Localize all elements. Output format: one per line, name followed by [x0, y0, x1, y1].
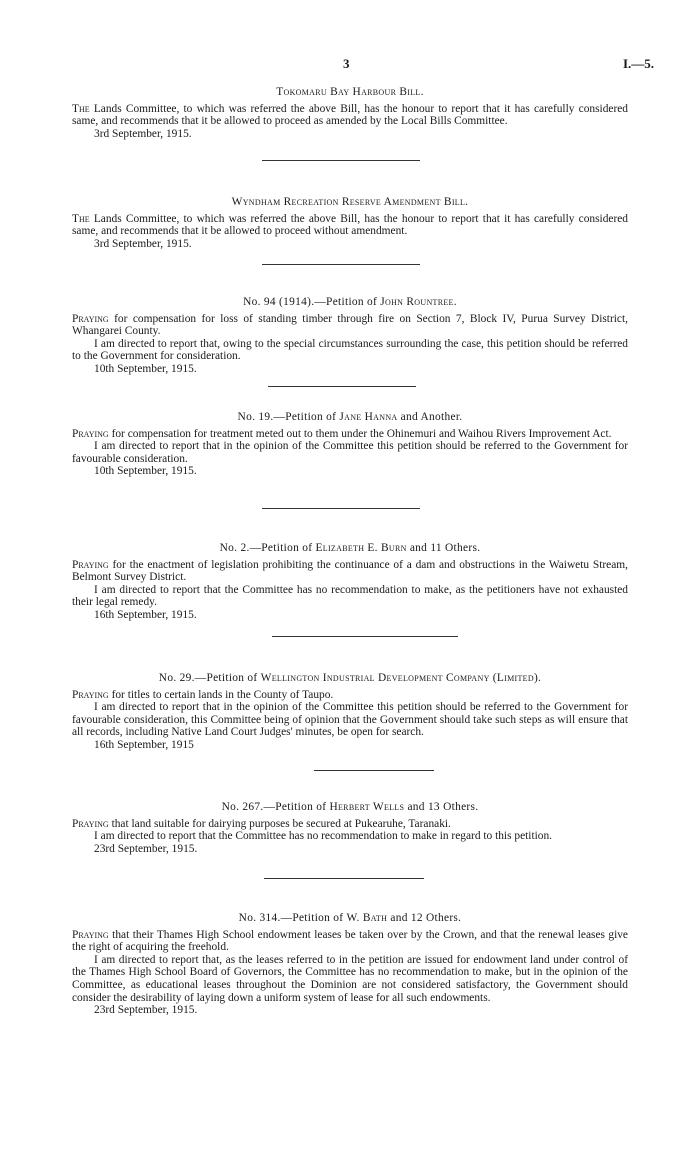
- page-number: 3: [343, 56, 350, 71]
- report-section: [72, 196, 628, 250]
- section-paragraph: I am directed to report that in the opinion of the Committee this petition should be referred to the Government for favourable consideration, this Committee being of opinion that the Government should take such steps as will ensure that all records, including Native Land Court Judges' minutes, be open for search.: [72, 701, 628, 739]
- section-divider: [314, 770, 434, 771]
- section-heading: No. 19.—Petition of Jane Hanna and Another.: [237, 411, 463, 423]
- section-date: 3rd September, 1915.: [94, 127, 192, 140]
- section-paragraph: Praying for compensation for treatment meted out to them under the Ohinemuri and Waihou Rivers Improvement Act.: [72, 427, 612, 440]
- section-paragraph: I am directed to report that the Committee has no recommendation to make in regard to this petition.: [94, 830, 553, 843]
- section-heading: No. 29.—Petition of Wellington Industrial Development Company (Limited).: [158, 672, 542, 684]
- section-paragraph: The Lands Committee, to which was referred the above Bill, has the honour to report that it has carefully considered same, and recommends that it be allowed to proceed as amended by the Local Bills Committee.: [72, 102, 628, 128]
- report-section: [72, 542, 628, 622]
- section-date: 23rd September, 1915.: [94, 1004, 198, 1017]
- section-paragraph: I am directed to report that in the opinion of the Committee this petition should be referred to the Government for favourable consideration.: [72, 440, 628, 465]
- section-heading: No. 94 (1914).—Petition of John Rountree.: [243, 296, 457, 308]
- document-reference: I.—5.: [622, 56, 654, 71]
- section-paragraph: The Lands Committee, to which was referred the above Bill, has the honour to report that it has carefully considered same, and recommends that it be allowed to proceed without amendment.: [72, 212, 628, 238]
- section-heading: No. 267.—Petition of Herbert Wells and 13 Others.: [221, 801, 479, 813]
- section-heading: No. 314.—Petition of W. Bath and 12 Others.: [238, 912, 462, 924]
- report-section: [72, 411, 628, 478]
- section-paragraph: Praying for titles to certain lands in the County of Taupo.: [72, 688, 334, 701]
- section-date: 23rd September, 1915.: [94, 842, 198, 855]
- section-divider: [262, 264, 420, 265]
- report-section: [72, 86, 628, 140]
- report-section: [72, 672, 628, 752]
- section-date: 10th September, 1915.: [94, 465, 197, 478]
- section-paragraph: I am directed to report that the Committee has no recommendation to make, as the petitioners have not exhausted their legal remedy.: [72, 583, 628, 609]
- section-heading: No. 2.—Petition of Elizabeth E. Burn and 11 Others.: [219, 542, 481, 554]
- report-section: [72, 912, 628, 1017]
- section-heading: Tokomaru Bay Harbour Bill.: [276, 86, 424, 98]
- section-divider: [268, 386, 416, 387]
- report-section: [72, 801, 628, 855]
- section-paragraph: Praying for compensation for loss of standing timber through fire on Section 7, Block IV, Purua Survey District, Whangarei County.: [72, 312, 628, 338]
- section-divider: [262, 160, 420, 161]
- section-paragraph: Praying that their Thames High School endowment leases be taken over by the Crown, and that the renewal leases give the right of acquiring the freehold.: [72, 928, 628, 954]
- section-date: 3rd September, 1915.: [94, 237, 192, 250]
- section-paragraph: I am directed to report that, owing to the special circumstances surrounding the case, this petition should be referred to the Government for consideration.: [72, 337, 628, 363]
- section-paragraph: Praying for the enactment of legislation prohibiting the continuance of a dam and obstructions in the Waiwetu Stream, Belmont Survey District.: [72, 558, 628, 584]
- section-paragraph: Praying that land suitable for dairying purposes be secured at Pukearuhe, Taranaki.: [72, 817, 451, 830]
- section-paragraph: I am directed to report that, as the leases referred to in the petition are issued for endowment land under control of the Thames High School Board of Governors, the Committee has no recommendation to make, but in the opinion of the Committee, as educational leases throughout the Dominion are not considered satisfactory, the Government should consider the desirability of laying down a uniform system of lease for all such endowments.: [72, 953, 628, 1004]
- section-divider: [262, 508, 420, 509]
- section-divider: [272, 636, 458, 637]
- section-date: 16th September, 1915.: [94, 608, 197, 621]
- section-divider: [264, 878, 424, 879]
- section-date: 10th September, 1915.: [94, 362, 197, 375]
- report-section: [72, 296, 628, 376]
- section-heading: Wyndham Recreation Reserve Amendment Bill.: [231, 196, 469, 208]
- section-date: 16th September, 1915: [94, 738, 194, 751]
